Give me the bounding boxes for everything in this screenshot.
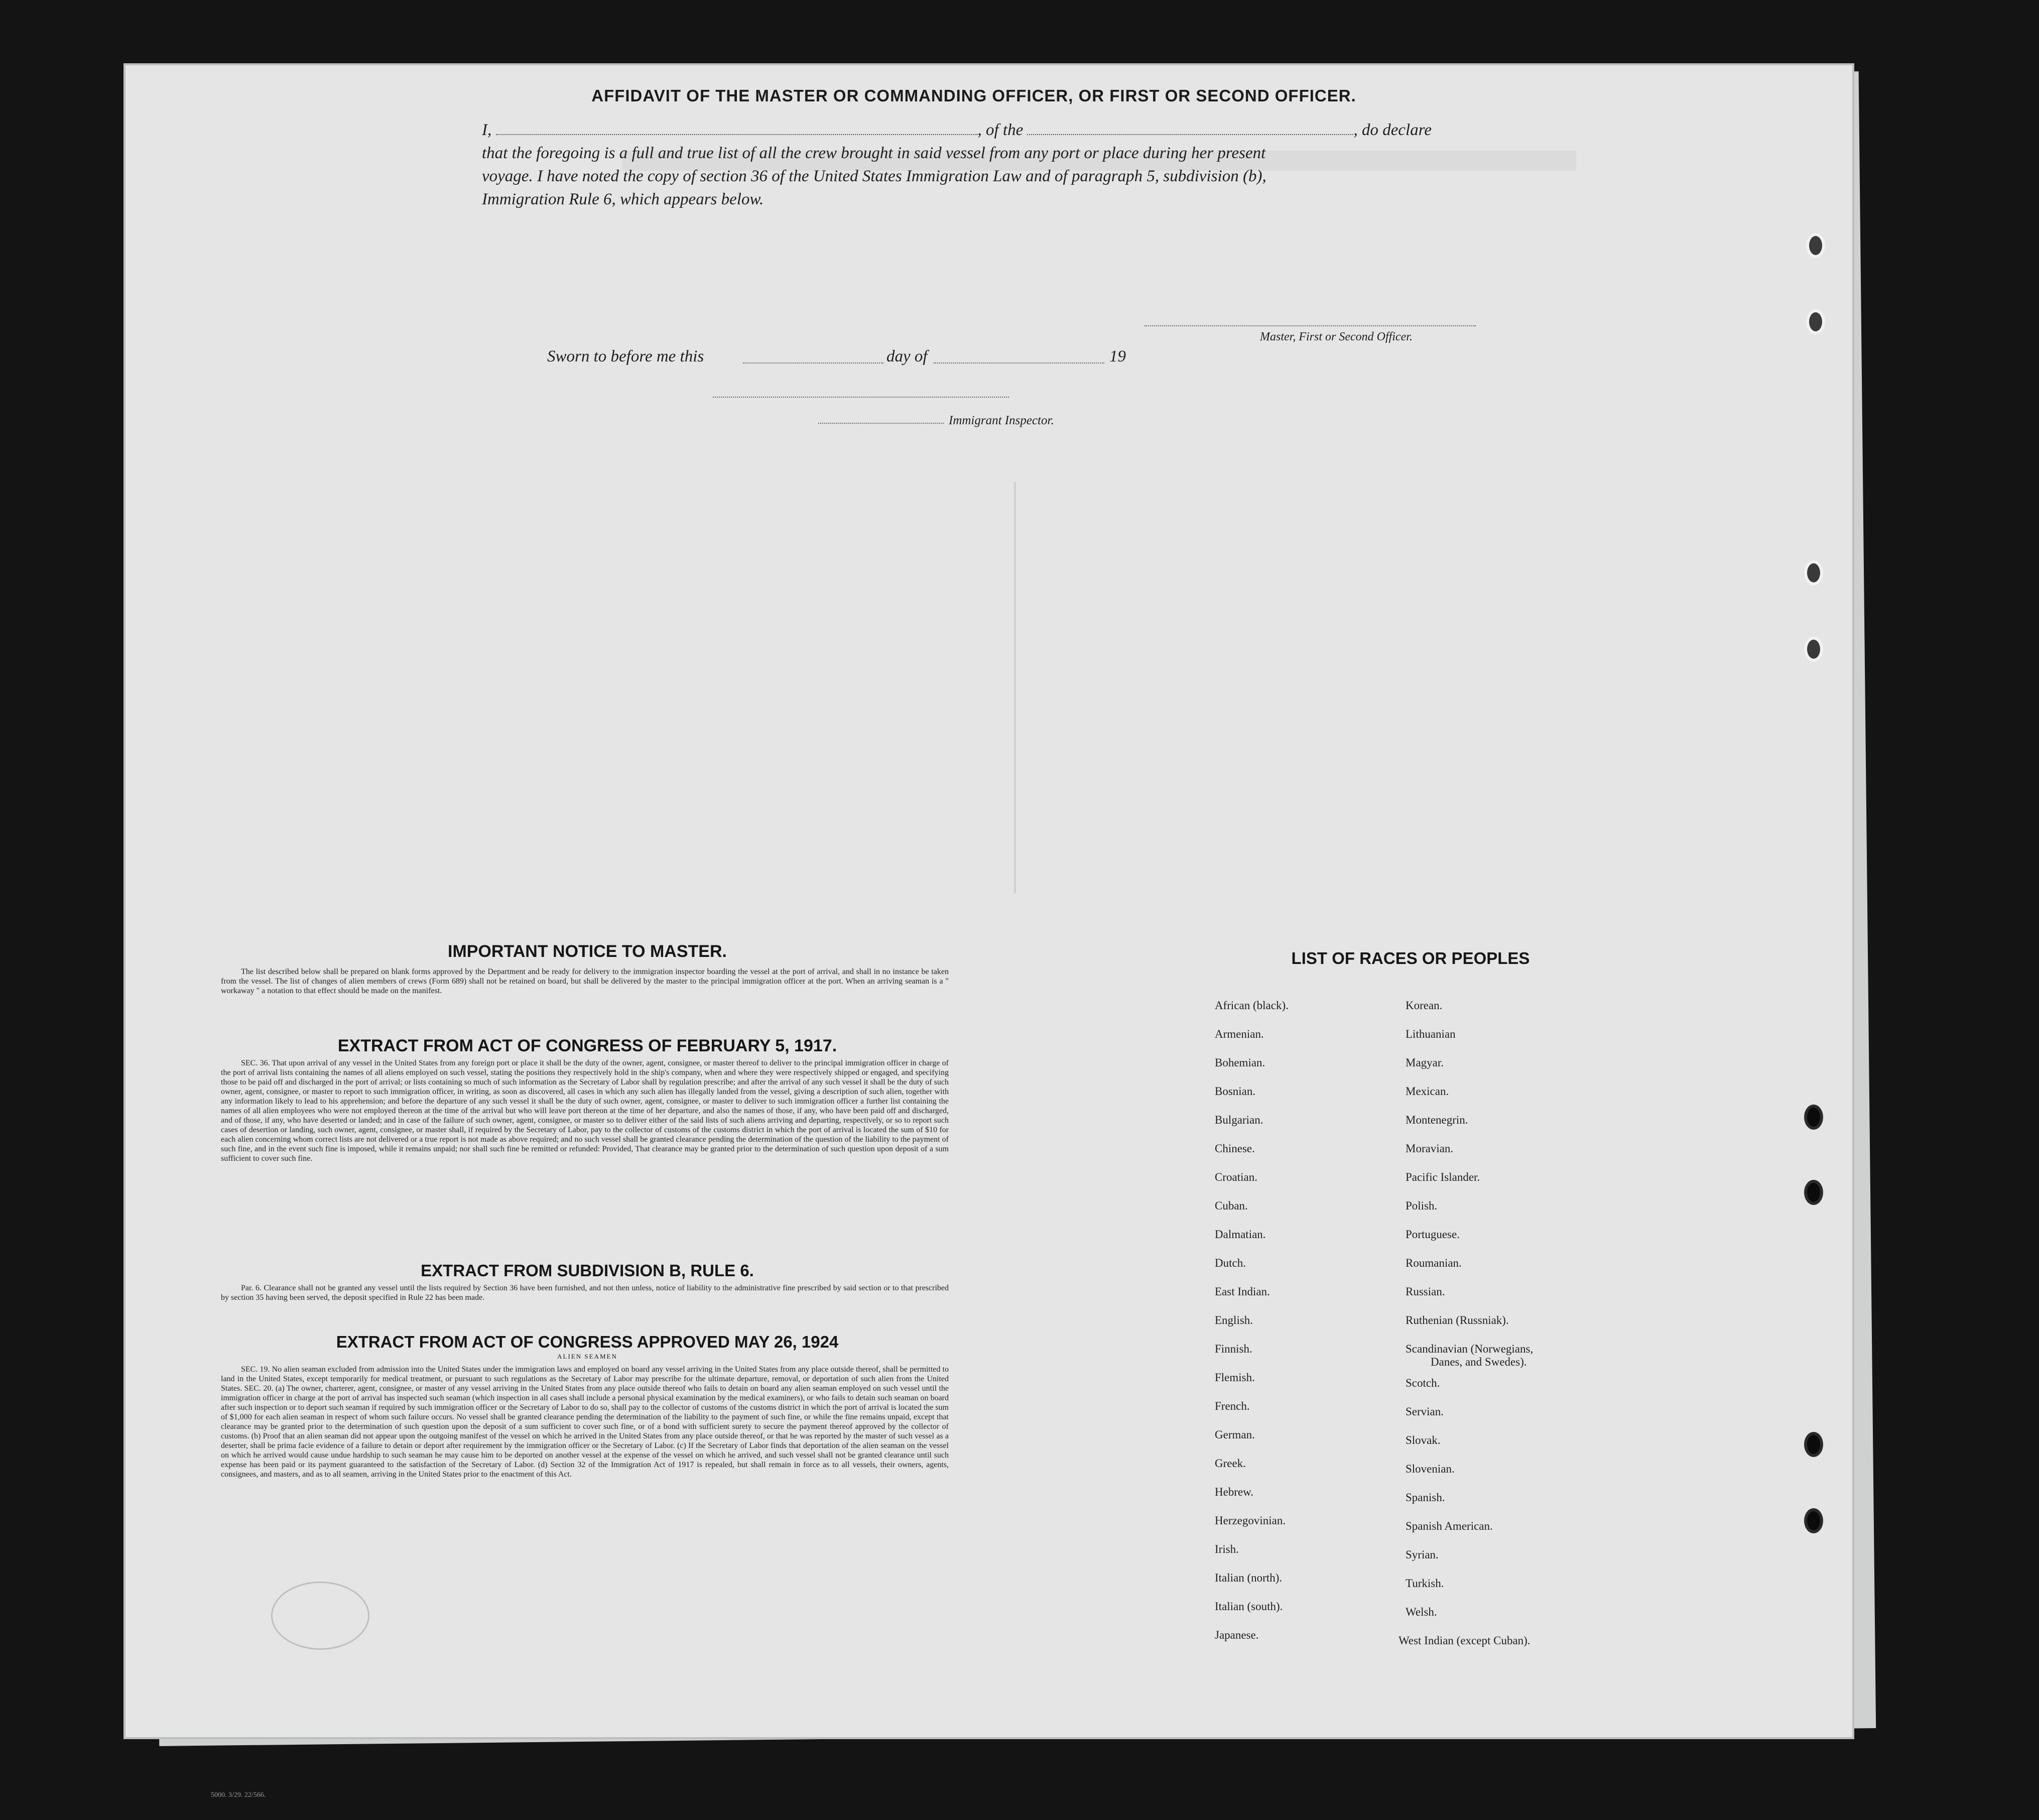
race-item: Dutch.: [1215, 1257, 1246, 1269]
race-item: Croatian.: [1215, 1171, 1257, 1183]
race-item: Moravian.: [1406, 1142, 1454, 1155]
race-item: Cuban.: [1215, 1199, 1248, 1212]
race-item: French.: [1215, 1400, 1250, 1412]
race-item: Pacific Islander.: [1406, 1171, 1480, 1183]
notice-body: The list described below shall be prepared on blank forms approved by the Department and be ready for delivery to the immigration inspector boarding the vessel at the port of arrival, and shall in no instance be taken from the vessel. The list of changes of alien members of crews (Form 689) shall not be retained on board, but shall be delivered by the master to the principal immigration officer at the port. When an arriving seaman is a " workaway " a notation to that effect should be made on the manifest.: [221, 967, 949, 995]
race-item: Slovenian.: [1406, 1463, 1455, 1475]
inspector-signature-line[interactable]: [818, 423, 944, 424]
race-item: Lithuanian: [1406, 1028, 1456, 1040]
race-item: Magyar.: [1406, 1056, 1444, 1069]
race-item: Dalmatian.: [1215, 1228, 1266, 1241]
race-item: Russian.: [1406, 1285, 1445, 1298]
race-item: German.: [1215, 1428, 1255, 1441]
race-item: Ruthenian (Russniak).: [1406, 1314, 1509, 1326]
binder-hole: [1804, 1105, 1823, 1130]
binder-hole: [1804, 1508, 1823, 1533]
race-item: Greek.: [1215, 1457, 1246, 1470]
inspector-line-upper[interactable]: [713, 397, 1009, 398]
race-item: Herzegovinian.: [1215, 1514, 1286, 1527]
inspector-label: Immigrant Inspector.: [949, 414, 1054, 427]
sworn-prefix: Sworn to before me this: [547, 347, 704, 366]
race-item: Spanish.: [1406, 1491, 1445, 1504]
extract-1924-title: EXTRACT FROM ACT OF CONGRESS APPROVED MAY 26, 1924: [336, 1332, 839, 1351]
race-item: East Indian.: [1215, 1285, 1270, 1298]
race-item: Flemish.: [1215, 1371, 1255, 1384]
race-item: Bosnian.: [1215, 1085, 1256, 1098]
extract-rule6-title: EXTRACT FROM SUBDIVISION B, RULE 6.: [421, 1261, 754, 1280]
affidavit-text: [482, 118, 1491, 211]
master-signature-label: Master, First or Second Officer.: [1260, 330, 1413, 343]
race-item: Montenegrin.: [1406, 1114, 1468, 1126]
sworn-day-of: day of: [886, 347, 928, 366]
bleed-through-shadow: [1014, 482, 1016, 894]
race-item: Irish.: [1215, 1543, 1239, 1555]
races-title: LIST OF RACES OR PEOPLES: [1291, 949, 1530, 967]
document-page: [125, 65, 1852, 1737]
extract-1924-subtitle: ALIEN SEAMEN: [557, 1353, 617, 1360]
sworn-month-blank[interactable]: [934, 362, 1104, 363]
race-item: African (black).: [1215, 999, 1289, 1012]
binder-hole: [1806, 309, 1825, 334]
race-item: Bulgarian.: [1215, 1114, 1263, 1126]
notice-title: IMPORTANT NOTICE TO MASTER.: [448, 942, 727, 961]
affidavit-line-4: Immigration Rule 6, which appears below.: [482, 190, 764, 208]
affidavit-line-3: voyage. I have noted the copy of section 36 of the United States Immigration Law and of paragraph 5, subdivision (b),: [482, 167, 1266, 185]
faint-stamp: [271, 1582, 369, 1650]
race-item: Bohemian.: [1215, 1056, 1265, 1069]
race-item: Polish.: [1406, 1199, 1438, 1212]
race-item: Korean.: [1406, 999, 1443, 1012]
race-item: Mexican.: [1406, 1085, 1449, 1098]
vessel-blank[interactable]: [1027, 120, 1353, 135]
affidavit-i: I,: [482, 121, 492, 139]
race-item: Italian (south).: [1215, 1600, 1283, 1613]
extract-1924-body: SEC. 19. No alien seaman excluded from admission into the United States under the immigration laws and employed on board any vessel arriving in the United States from any place outside thereof, shall be permitted to land in the United States, except temporarily for medical treatment, or pursuant to such regulations as the Secretary of Labor may prescribe for the ultimate departure, removal, or deportation of such alien from the United States. SEC. 20. (a) The owner, charterer, agent, consignee, or master of any vessel arriving in the United States from any place outside thereof who fails to detain on board any alien seaman employed on such vessel until the immigration officer in charge at the port of arrival has inspected such seaman (which inspection in all cases shall include a personal physical examination by the medical examiners), or who fails to detain such seaman on board after such inspection or to deport such seaman if required by such immigration officer or the Secretary of Labor to do so, shall pay to the collector of customs of the customs district in which the port of arrival is located the sum of $1,000 for each alien seaman in respect of whom such failure occurs. No vessel shall be granted clearance pending the determination of the liability to the payment of such fine, or while the fine remains unpaid, except that clearance may be granted prior to the determination of such question upon the deposit of a sum sufficient to cover such fine, or of a bond with sufficient surety to secure the payment thereof approved by the collector of customs. (b) Proof that an alien seaman did not appear upon the outgoing manifest of the vessel on which he arrived in the United States from any place outside thereof, or that he was reported by the master of such vessel as a deserter, shall be prima facie evidence of a failure to detain or deport after requirement by the immigration officer or the Secretary of Labor. (c) If the Secretary of Labor finds that deportation of the alien seaman on the vessel on which he arrived would cause undue hardship to such seaman he may cause him to be deported on another vessel at the expense of the vessel on which he arrived, and such vessel shall not be granted clearance until such expense has been paid or its payment guaranteed to the satisfaction of the Secretary of Labor. (d) Section 32 of the Immigration Act of 1917 is repealed, but shall remain in force as to all vessels, their owners, agents, consignees, and masters, and as to all seamen, arriving in the United States prior to the enactment of this Act.: [221, 1365, 949, 1479]
affidavit-title: AFFIDAVIT OF THE MASTER OR COMMANDING OFFICER, OR FIRST OR SECOND OFFICER.: [591, 86, 1356, 105]
extract-1917-title: EXTRACT FROM ACT OF CONGRESS OF FEBRUARY 5, 1917.: [337, 1036, 837, 1055]
affidavit-line-1: [482, 118, 1491, 142]
form-imprint: 5000. 3/29. 22/566.: [211, 1791, 266, 1799]
race-item: Slovak.: [1406, 1434, 1441, 1446]
affidavit-declare: , do declare: [1353, 121, 1432, 139]
race-item: Scandinavian (Norwegians,: [1406, 1343, 1534, 1355]
race-item: Italian (north).: [1215, 1571, 1283, 1584]
race-item: Portuguese.: [1406, 1228, 1460, 1241]
race-item: Scotch.: [1406, 1377, 1440, 1389]
race-item: Hebrew.: [1215, 1486, 1254, 1498]
race-item: Roumanian.: [1406, 1257, 1462, 1269]
affidavit-of-the: , of the: [977, 121, 1024, 139]
master-signature-line[interactable]: [1144, 325, 1476, 326]
race-item: Turkish.: [1406, 1577, 1444, 1590]
name-blank[interactable]: [496, 120, 978, 135]
affidavit-line-2: that the foregoing is a full and true list of all the crew brought in said vessel from any port or place during her present: [482, 144, 1266, 162]
binder-hole: [1804, 1180, 1823, 1205]
race-item: Danes, and Swedes).: [1431, 1356, 1527, 1368]
sworn-day-blank[interactable]: [743, 362, 883, 363]
race-item: English.: [1215, 1314, 1253, 1326]
race-item: Servian.: [1406, 1405, 1444, 1418]
extract-rule6-body: Par. 6. Clearance shall not be granted any vessel until the lists required by Section 36 have been furnished, and not then unless, notice of liability to the administrative fine prescribed by said section or to that prescribed by section 35 having been served, the deposit specified in Rule 22 has been made.: [221, 1284, 949, 1302]
binder-hole: [1804, 637, 1823, 662]
sworn-year: 19: [1109, 347, 1126, 366]
race-item: West Indian (except Cuban).: [1398, 1634, 1531, 1647]
race-item: Spanish American.: [1406, 1520, 1493, 1532]
race-item: Japanese.: [1215, 1629, 1259, 1641]
race-item: Syrian.: [1406, 1548, 1439, 1561]
binder-hole: [1804, 1432, 1823, 1457]
binder-hole: [1806, 233, 1825, 258]
race-item: Armenian.: [1215, 1028, 1264, 1040]
race-item: Chinese.: [1215, 1142, 1255, 1155]
extract-1917-body: SEC. 36. That upon arrival of any vessel in the United States from any foreign port or place it shall be the duty of the owner, agent, consignee, or master thereof to deliver to the principal immigration officer in charge of the port of arrival lists containing the names of all aliens employed on such vessel, stating the positions they respectively hold in the ship's company, when and where they were respectively shipped or engaged, and specifying those to be paid off and discharged in the port of arrival; or lists containing so much of such information as the Secretary of Labor shall by regulation prescribe; and after the arrival of any such vessel it shall be the duty of such owner, agent, consignee, or master to report to such immigration officer, in writing, as soon as discovered, all cases in which any such alien has illegally landed from the vessel, giving a description of such alien, together with any information likely to lead to his apprehension; and before the departure of any such vessel it shall be the duty of such owner, agent, consignee, or master to deliver to such immigration officer a further list containing the names of all alien employees who were not employed thereon at the time of the arrival but who will leave port thereon at the time of her departure, and also the names of those, if any, who have been paid off and discharged, and of those, if any, who have deserted or landed; and in case of the failure of such owner, agent, consignee, or master so to deliver either of the said lists of such aliens arriving and departing, respectively, or so to report such cases of desertion or landing, such owner, agent, consignee, or master shall, if required by the Secretary of Labor, pay to the collector of customs of the customs district in which the port of arrival is located the sum of $10 for each alien concerning whom correct lists are not delivered or a true report is not made as above required; and no such vessel shall be granted clearance pending the determination of the question of the liability to the payment of such fine, and in the event such fine is imposed, while it remains unpaid; nor shall such fine be remitted or refunded: Provided, That clearance may be granted prior to the determination of such question upon deposit of a sum sufficient to cover such fine.: [221, 1059, 949, 1163]
race-item: Welsh.: [1406, 1606, 1437, 1618]
race-item: Finnish.: [1215, 1343, 1252, 1355]
binder-hole: [1804, 560, 1823, 585]
